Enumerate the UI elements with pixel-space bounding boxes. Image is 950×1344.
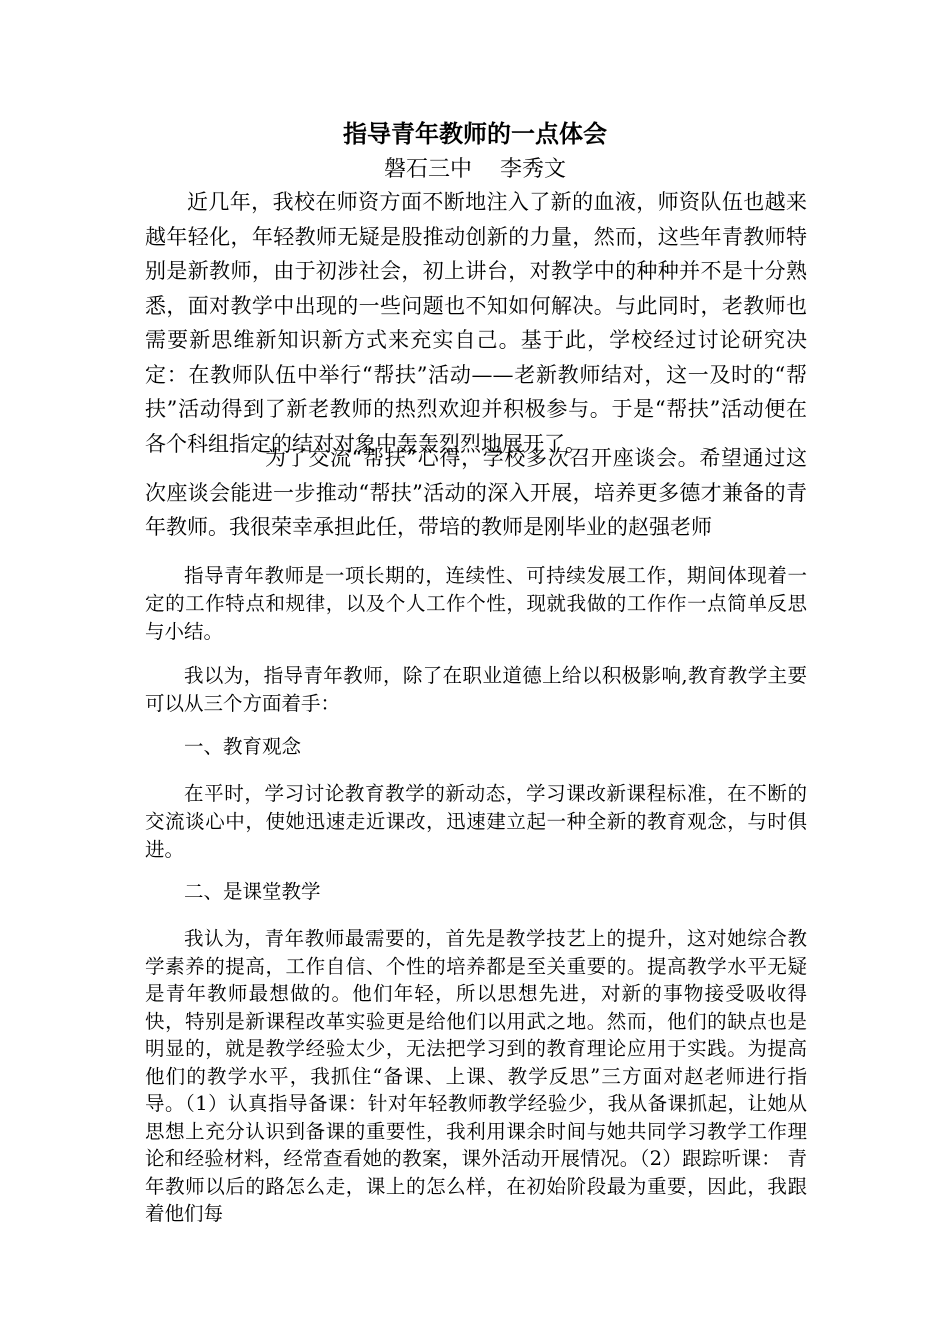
section-heading-education-concept: 一、教育观念 [184,735,302,758]
section-heading-classroom-teaching: 二、是课堂教学 [184,880,321,903]
paragraph-forum: 为了交流“帮扶”心得，学校多次召开座谈会。希望通过这次座谈会能进一步推动“帮扶”活动的深入开展，培养更多德才兼备的青年教师。我很荣幸承担此任，带培的教师是刚毕业的赵强老师 [145,446,807,539]
paragraph-overview: 指导青年教师是一项长期的，连续性、可持续发展工作，期间体现着一定的工作特点和规律，以及个人工作个性，现就我做的工作作一点简单反思与小结。 [145,564,807,643]
document-title: 指导青年教师的一点体会 [343,120,607,148]
author-byline: 磐石三中 李秀文 [384,157,566,182]
paragraph-education-concept: 在平时，学习讨论教育教学的新动态，学习课改新课程标准，在不断的交流谈心中，使她迅速走近课改，迅速建立起一种全新的教育观念，与时俱进。 [145,782,807,861]
paragraph-intro: 近几年，我校在师资方面不断地注入了新的血液，师资队伍也越来越年轻化，年轻教师无疑是股推动创新的力量，然而，这些年青教师特别是新教师，由于初涉社会，初上讲台，对教学中的种种并不是十分熟悉，面对教学中出现的一些问题也不知如何解决。与此同时，老教师也需要新思维新知识新方式来充实自己。基于此，学校经过讨论研究决定：在教师队伍中举行“帮扶”活动——老新教师结对，这一及时的“帮扶”活动得到了新老教师的热烈欢迎并积极参与。于是“帮扶”活动便在各个科组指定的结对对象中轰轰烈烈地展开了。 [145,190,807,456]
paragraph-classroom-teaching: 我认为，青年教师最需要的，首先是教学技艺上的提升，这对她综合教学素养的提高，工作自信、个性的培养都是至关重要的。提高教学水平无疑是青年教师最想做的。他们年轻，所以思想先进，对新的事物接受吸收得快，特别是新课程改革实验更是给他们以用武之地。然而，他们的缺点也是明显的，就是教学经验太少，无法把学习到的教育理论应用于实践。为提高他们的教学水平，我抓住“备课、上课、教学反思”三方面对赵老师进行指导。（1）认真指导备课：针对年轻教师教学经验少，我从备课抓起，让她从思想上充分认识到备课的重要性，我利用课余时间与她共同学习教学工作理论和经验材料，经常查看她的教案，课外活动开展情况。（2）跟踪听课： 青年教师以后的路怎么走，课上的怎么样，在初始阶段最为重要，因此，我跟着他们每 [145,927,807,1225]
paragraph-approach: 我以为，指导青年教师，除了在职业道德上给以积极影响,教育教学主要可以从三个方面着手： [145,664,807,715]
